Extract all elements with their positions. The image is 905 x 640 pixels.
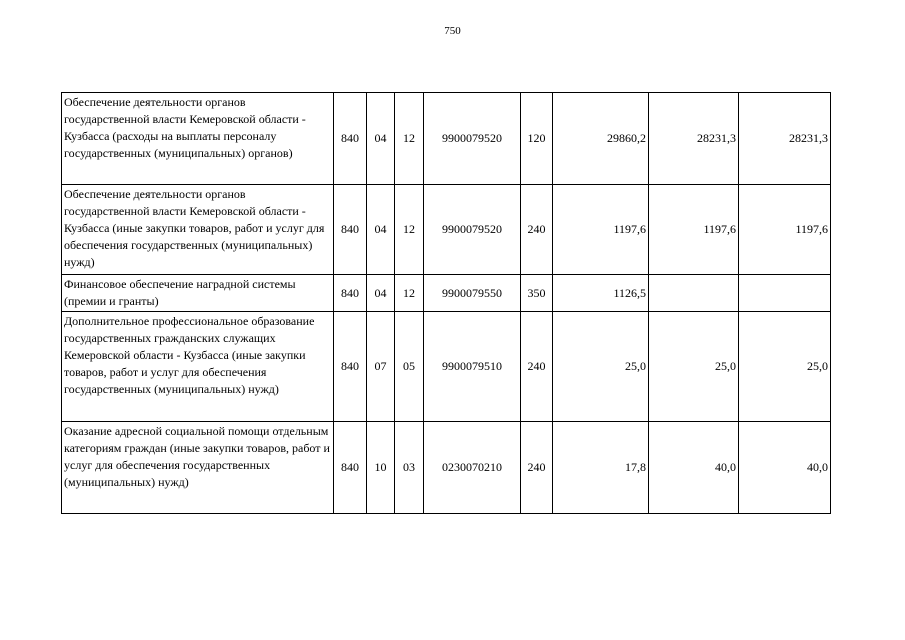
- sum-year-2: 25,0: [649, 312, 739, 422]
- row-description: Обеспечение деятельности органов государственной власти Кемеровской области - Кузбасса (иные закупки товаров, работ и услуг для обеспечения государственных (муниципальных) нужд): [62, 185, 334, 275]
- sum-year-1: 17,8: [553, 422, 649, 514]
- admin-code: 840: [334, 185, 367, 275]
- sum-year-1: 29860,2: [553, 93, 649, 185]
- page-number: 750: [444, 25, 461, 37]
- sum-year-3: 1197,6: [739, 185, 831, 275]
- subsection-code: 03: [395, 422, 424, 514]
- sum-year-2: 1197,6: [649, 185, 739, 275]
- expense-type: 240: [521, 422, 553, 514]
- expense-type: 240: [521, 185, 553, 275]
- sum-year-3: 25,0: [739, 312, 831, 422]
- sum-year-3: 28231,3: [739, 93, 831, 185]
- row-description: Финансовое обеспечение наградной системы (премии и гранты): [62, 275, 334, 312]
- subsection-code: 12: [395, 93, 424, 185]
- sum-year-2: 40,0: [649, 422, 739, 514]
- table-row: [62, 185, 831, 275]
- sum-year-1: 25,0: [553, 312, 649, 422]
- budget-table: [61, 92, 831, 514]
- target-article: 9900079520: [424, 93, 521, 185]
- section-code: 04: [367, 93, 395, 185]
- expense-type: 240: [521, 312, 553, 422]
- sum-year-2: [649, 275, 739, 312]
- admin-code: 840: [334, 275, 367, 312]
- table-row: [62, 312, 831, 422]
- target-article: 9900079520: [424, 185, 521, 275]
- row-description: Дополнительное профессиональное образование государственных гражданских служащих Кемеровской области - Кузбасса (иные закупки товаров, работ и услуг для обеспечения государственных (муниципальных) нужд): [62, 312, 334, 422]
- target-article: 9900079510: [424, 312, 521, 422]
- table-row: [62, 422, 831, 514]
- admin-code: 840: [334, 422, 367, 514]
- sum-year-3: [739, 275, 831, 312]
- sum-year-3: 40,0: [739, 422, 831, 514]
- expense-type: 350: [521, 275, 553, 312]
- admin-code: 840: [334, 312, 367, 422]
- section-code: 10: [367, 422, 395, 514]
- sum-year-1: 1126,5: [553, 275, 649, 312]
- subsection-code: 12: [395, 275, 424, 312]
- table-row: [62, 275, 831, 312]
- table-body: [62, 93, 831, 514]
- subsection-code: 05: [395, 312, 424, 422]
- subsection-code: 12: [395, 185, 424, 275]
- target-article: 9900079550: [424, 275, 521, 312]
- section-code: 07: [367, 312, 395, 422]
- expense-type: 120: [521, 93, 553, 185]
- admin-code: 840: [334, 93, 367, 185]
- table-row: [62, 93, 831, 185]
- section-code: 04: [367, 185, 395, 275]
- row-description: Оказание адресной социальной помощи отдельным категориям граждан (иные закупки товаров, работ и услуг для обеспечения государственных (муниципальных) нужд): [62, 422, 334, 514]
- section-code: 04: [367, 275, 395, 312]
- row-description: Обеспечение деятельности органов государственной власти Кемеровской области - Кузбасса (расходы на выплаты персоналу государственных (муниципальных) органов): [62, 93, 334, 185]
- sum-year-1: 1197,6: [553, 185, 649, 275]
- sum-year-2: 28231,3: [649, 93, 739, 185]
- target-article: 0230070210: [424, 422, 521, 514]
